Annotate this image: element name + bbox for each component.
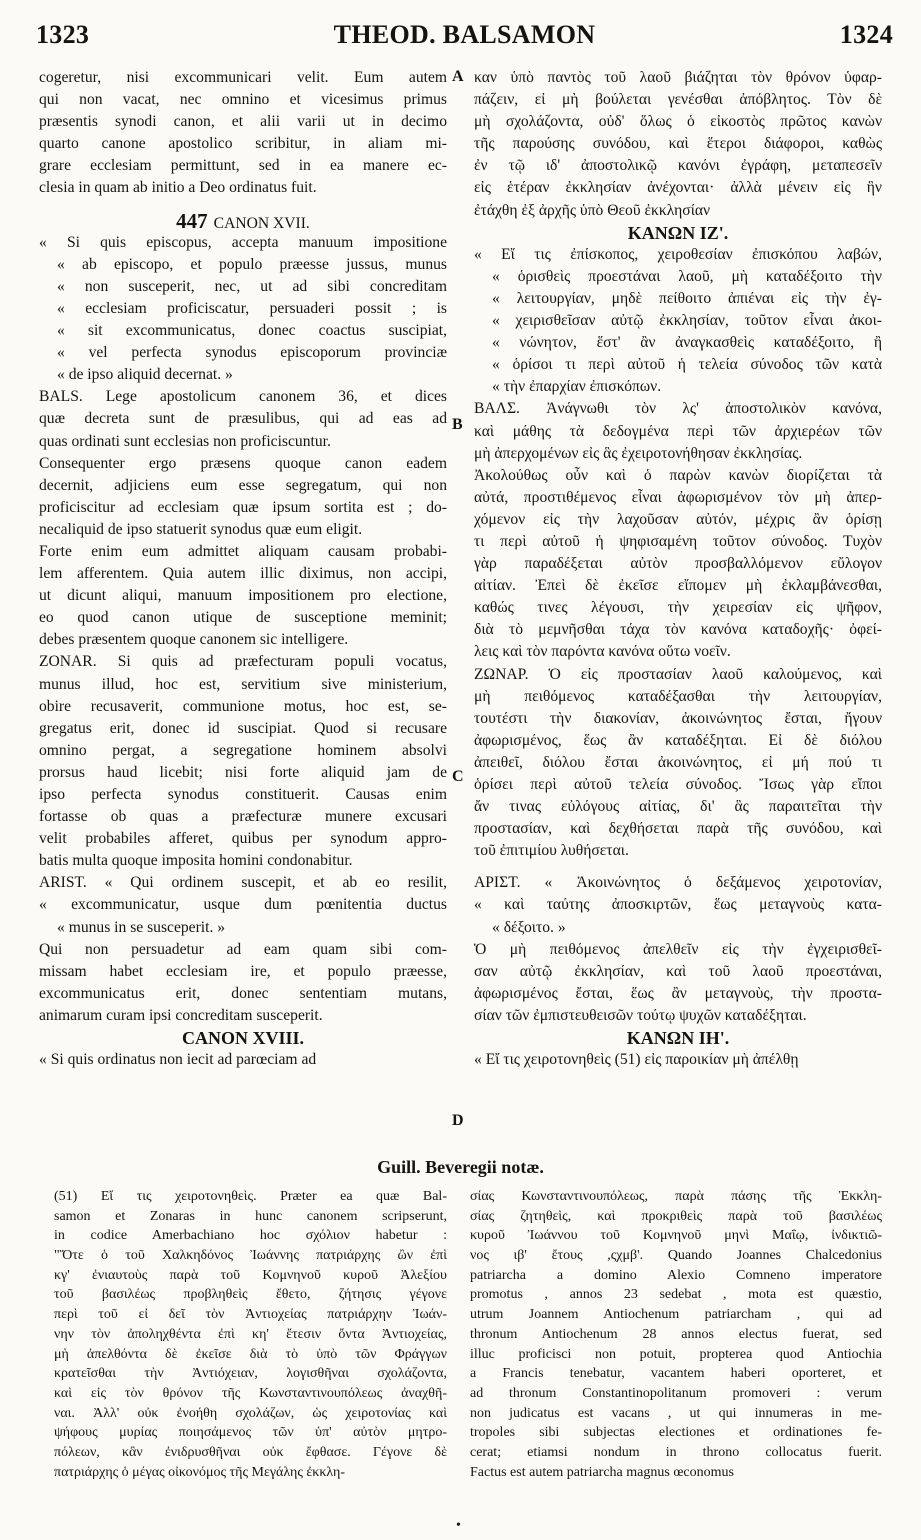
text-line: « τὴν ἐπαρχίαν ἐπισκόπων. <box>492 378 662 396</box>
text-line: χόμενον εἰς τὴν λαχοῦσαν αὐτόν, μέχρις ἂν ὁρίσῃ <box>474 510 882 528</box>
text-line: ἀφωρισμένος ἔσται, ἕως ἂν μεταγνοὺς, τὴν προστα- <box>474 984 882 1002</box>
text-line: decernit, adjiciens eum esse segregatum, qui non <box>39 476 447 494</box>
text-line: σαν αὐτῷ ἐκκλησίαν, καὶ τοῦ λαοῦ προεστάναι, <box>474 962 882 980</box>
notes-left-column <box>54 1187 447 1482</box>
text-line: præsentis synodi canon, et alii varii ut in decimo <box>39 113 447 131</box>
text-line: Forte enim eum admittet aliquam causam probabi- <box>39 542 447 560</box>
text-line: « ab episcopo, et populo præesse jussus, munus <box>57 255 447 273</box>
note-line: illuc proficisci non potuit, propterea quod Antiochia <box>470 1346 882 1362</box>
note-line: tropoles sibi subjectas electiones et ordinationes fe- <box>470 1425 882 1441</box>
text-line: τοῦ ἐπιτιμίου λυθήσεται. <box>474 842 629 860</box>
note-line: σίας Κωνσταντινουπόλεως, παρὰ πάσης τῆς Ἐκκλη- <box>470 1189 882 1204</box>
text-line: Ἀκολούθως οὖν καὶ ὁ παρὼν κανὼν διορίζεται τὰ <box>474 466 882 484</box>
text-line: ARIST. « Qui ordinem suscepit, et ab eo resilit, <box>39 874 447 892</box>
text-line: « Si quis episcopus, accepta manuum impositione <box>39 233 447 251</box>
note-line: σίας ζητηθεὶς, καὶ προκριθεὶς παρὰ τοῦ βασιλέως <box>470 1208 882 1224</box>
text-line: « vel perfecta synodus episcoporum provinciæ <box>57 344 447 362</box>
text-line: Qui non persuadetur ad eam quam sibi com- <box>39 940 447 958</box>
text-line: BALS. Lege apostolicum canonem 36, et dices <box>39 388 447 406</box>
text-line: Consequenter ergo præsens quoque canon eadem <box>39 454 447 472</box>
text-line: αὐτά, προστιθέμενος εἶναι ἀφωρισμένον τὸν μὴ ἀπερ- <box>474 488 882 506</box>
text-line: εἰς ἑτέραν ἐκκλησίαν ἀνέχονται· ἀλλὰ μένειν εἰς ἣν <box>474 179 882 197</box>
text-line: καν ὑπὸ παντὸς τοῦ λαοῦ βιάζηται τὸν θρόνον ὑφαρ- <box>474 69 882 86</box>
text-line: excommunicatus erit, donec sententiam mutans, <box>39 984 447 1002</box>
text-line: « δέξοιτο. » <box>492 918 566 936</box>
note-line: in codice Amerbachiano hoc σχόλιον habetur : <box>54 1228 447 1244</box>
notes-right-column <box>470 1187 882 1482</box>
text-line: « ὁρισθεὶς προεστάναι λαοῦ, μὴ καταδέξοιτο τὴν <box>492 267 882 285</box>
text-line: proficiscitur ad ecclesiam quæ ipsum sortita est ; do- <box>39 498 447 516</box>
latin-column <box>39 67 447 1071</box>
text-line: « Εἴ τις χειροτονηθεὶς (51) εἰς παροικίαν μὴ ἀπέλθῃ <box>474 1051 799 1069</box>
text-line: ἀφωρισμένος, ἕως ἂν καταδέξηται. Εἰ δὲ διόλου <box>474 731 882 749</box>
text-line: προστασίαν, καὶ δεχθήσεται παρὰ τῆς συνόδου, καὶ <box>474 820 882 838</box>
canon-heading <box>39 210 447 232</box>
note-line: non judicatus est vacans , ut qui innumeras in me- <box>470 1405 882 1421</box>
note-line: ναι. Ἀλλ' οὐκ ἐνοήθη σχολάζων, ὡς χειροτονίας καὶ <box>54 1405 447 1421</box>
note-line: a Francis tenebatur, vacantem haberi oporteret, et <box>470 1366 882 1382</box>
text-line: ἐτάχθη ἐξ ἀρχῆς ὑπὸ Θεοῦ ἐκκλησίαν <box>474 201 711 219</box>
text-line: ὁρίσει περὶ αὐτοῦ τελεία σύνοδος. Ἴσως γὰρ εἴποι <box>474 776 882 793</box>
text-line: fortasse ob quas a præfecturæ munere excusari <box>39 808 447 826</box>
canon-heading: CANON XVIII. <box>181 1028 304 1049</box>
text-line: μὴ ἀπερχομένων εἰς ἃς ἐχειροτονήθησαν ἐκκλησίας. <box>474 444 803 462</box>
text-line: « Si quis ordinatus non iecit ad parœciam ad <box>39 1051 317 1069</box>
text-line: τουτέστι τὴν διακονίαν, ἀκοινώνητος ἔσται, ἤγουν <box>474 709 882 727</box>
text-line: « ecclesiam proficiscatur, persuaderi possit ; is <box>57 299 447 317</box>
text-line: « munus in se susceperit. » <box>57 918 226 936</box>
text-line: ut dicunt aliqui, manuum impositionem pro electione, <box>39 587 447 605</box>
note-line: κρατεῖσθαι τὴν Ἀντιόχειαν, λογισθῆναι σχολάζοντα, <box>54 1366 447 1382</box>
footer-mark: • <box>456 1518 461 1533</box>
note-line: (51) Εἴ τις χειροτονηθεὶς. Præter ea quæ Bal- <box>54 1189 447 1204</box>
note-line: νην τὸν ἀποληχθέντα ἐπὶ κη' ἔτεσιν ὄντα Ἀντιοχείας, <box>54 1326 447 1342</box>
text-line: ZONAR. Si quis ad præfecturam populi vocatus, <box>39 653 447 671</box>
note-line: ψήφους μυρίας ποιησάμενος τῶν ὑπ' αὐτὸν μητρο- <box>54 1425 447 1441</box>
note-line: ad thronum Constantinopolitanum promoveri : verum <box>470 1385 882 1401</box>
note-line: καὶ εἰς τὸν θρόνον τῆς Κωνσταντινουπόλεως ἀναχθῆ- <box>54 1385 447 1401</box>
text-line: « Εἴ τις ἐπίσκοπος, χειροθεσίαν ἐπισκόπου λαβών, <box>474 245 882 263</box>
text-line: ἄν τινας εὐλόγους αἰτίας, δι' ἃς παραιτεῖται τὴν <box>474 798 882 816</box>
text-line: quæ decreta sunt de præsulibus, qui ad eas ad <box>39 410 447 428</box>
text-line: αἰτίαν. Ἐπεὶ δὲ ἐκεῖσε εἴπομεν μὴ ἐκλαμβάνεσθαι, <box>474 577 882 595</box>
text-line: ἀπειθεῖ, διόλου ἔσται ἀκοινώνητος, εἰ μή πού τι <box>474 753 882 771</box>
text-line: quarto canone apostolico scribitur, in aliam mi- <box>39 135 447 153</box>
text-line: πάζειν, εἰ μὴ βούλεται γενέσθαι ἀπόβλητος. Τὸν δὲ <box>474 91 882 109</box>
text-line <box>474 862 882 872</box>
text-line: obire recusaverit, communione motus, hoc est, se- <box>39 697 447 715</box>
text-line: omnino pergat, a segregatione hominem absolvi <box>39 741 447 759</box>
text-line: « sit excommunicatus, donec coactus suscipiat, <box>57 322 447 340</box>
note-line: cerat; etiamsi nondum in throno collocatus fuerit. <box>470 1444 882 1460</box>
text-line: τι περὶ αὐτοῦ ἡ ψηφισαμένη τοῦτον σύνοδος. Τυχὸν <box>474 532 882 550</box>
text-line: batis multa quoque imposita homini condonabitur. <box>39 852 353 870</box>
note-line: κγ' ἐνιαυτοὺς παρὰ τοῦ Κομνηνοῦ κυροῦ Ἀλεξίου <box>54 1267 447 1283</box>
canon-heading: ΚΑΝΩΝ ΙΖ'. <box>627 222 729 243</box>
text-line: clesia in quam ab initio a Deo ordinatus fuit. <box>39 179 317 197</box>
text-line: « χειρισθεῖσαν αὐτῷ ἐκκλησίαν, τοῦτον εἶναι ἀκοι- <box>492 312 882 330</box>
note-line: περὶ τοῦ εἰ δεῖ τὸν Ἀντιοχείας πατριάρχην Ἰωάν- <box>54 1307 447 1323</box>
note-line: τοῦ βασιλέως προβληθεὶς ἔθετο, ζήτησις γέγονε <box>54 1287 447 1303</box>
note-line: "Ὅτε ὁ τοῦ Χαλκηδόνος Ἰωάννης πατριάρχης ὢν ἐπὶ <box>54 1248 447 1264</box>
text-line: Ὁ μὴ πειθόμενος ἀπελθεῖν εἰς τὴν ἐγχειρισθεῖ- <box>474 940 882 958</box>
text-line: « de ipso aliquid decernat. » <box>57 366 233 384</box>
text-line: lem afferentem. Quia autem illic diximus, non accipi, <box>39 565 447 583</box>
note-line: samon et Zonaras in hunc canonem scripserunt, <box>54 1208 447 1224</box>
text-line: missam habet ecclesiam ire, et populo præesse, <box>39 962 447 980</box>
text-line: debes præsentem quoque canonem sic intelligere. <box>39 631 349 649</box>
note-line: thronum Antiochenum 28 annos electus fuerat, sed <box>470 1326 882 1342</box>
note-line: patriarcha a domino Alexio Comneno imperatore <box>470 1267 882 1283</box>
note-line: νος ιβ' ἔτους ,ςχμβ'. Quando Joannes Chalcedonius <box>470 1248 882 1264</box>
text-line: « λειτουργίαν, μηδὲ πείθοιτο ἀπιέναι εἰς τὴν ἐγ- <box>492 289 882 307</box>
margin-marker-c: C <box>452 768 464 785</box>
running-title: THEOD. BALSAMON <box>333 20 596 49</box>
text-line: « ὁρίσοι τι περὶ αὐτοῦ ἡ τελεία σύνοδος τῶν κατὰ <box>492 356 882 374</box>
text-line: necaliquid de ipso statuerit synodus quæ eum eligit. <box>39 520 363 538</box>
text-line: μὴ σχολάζοντα, οὐδ' ὅλως ὁ εἰκοστὸς πρῶτος κανὼν <box>474 113 882 131</box>
page-number-left: 1323 <box>36 20 90 49</box>
text-line: ἐν τῷ ιδ' ἀποστολικῷ κανόνι ἐγράφη, μεταπεσεῖν <box>474 157 882 175</box>
margin-marker-b: B <box>452 416 463 433</box>
canon-title: CANON XVII. <box>213 214 310 232</box>
text-line: καὶ μάθης τὰ δεδογμένα περὶ τῶν ἀρχιερέων τῶν <box>474 422 882 440</box>
note-line: promotus , annos 23 sedebat , mota est quæstio, <box>470 1287 882 1303</box>
margin-marker-a: A <box>452 68 464 85</box>
text-line: καθώς τινες λέγουσι, τὴν χειρεσίαν εἰς ψῆφον, <box>474 599 882 617</box>
notes-heading: Guill. Beveregii notæ. <box>377 1157 544 1177</box>
margin-marker-d: D <box>452 1112 464 1129</box>
text-line: ΖΩΝΑΡ. Ὁ εἰς προστασίαν λαοῦ καλούμενος, καὶ <box>474 665 882 683</box>
text-line: animarum curam ipsi concreditam susceperit. <box>39 1006 323 1024</box>
note-line: πατριάρχης ὁ μέγας οἰκονόμος τῆς Μεγάλης ἐκκλη- <box>54 1464 346 1480</box>
text-line: velit probabiles afferet, quibus per synodum appro- <box>39 830 447 848</box>
note-line: πόλεων, κἂν ἐνιδρυσθῆναι οὐκ ἔφθασε. Γέγονε δὲ <box>54 1444 447 1460</box>
text-line: prorsus haud licebit; nisi forte aliquid jam de <box>39 763 447 781</box>
running-header <box>36 20 893 58</box>
greek-column <box>474 67 882 1071</box>
text-line: διὰ τὸ μεμνῆσθαι τάχα τὸν κανόνα καταδοχῆς· ὀφεί- <box>474 621 882 639</box>
text-line: gregatus erit, donec id suscipiat. Quod si recusare <box>39 719 447 737</box>
page-number-right: 1324 <box>839 20 893 49</box>
text-line: qui non vacat, nec omnino et vicesimus primus <box>39 91 447 109</box>
text-line: grare ecclesiam permittunt, sed in ea manere ec- <box>39 157 447 175</box>
text-line: « νώνητον, ἕστ' ἂν ἀναγκασθεὶς καταδέξοιτο, ἢ <box>492 334 882 352</box>
text-line: eo quod canon utique de susceptione meminit; <box>39 609 447 627</box>
column-number: 447 <box>176 208 208 233</box>
note-line: μὴ ἀπελθόντα δὲ ἐκεῖσε διὰ τὸ ὑπὸ τῶν Φράγγων <box>54 1346 447 1362</box>
note-line: Factus est autem patriarcha magnus œconomus <box>470 1464 734 1480</box>
text-line: γὰρ παραδέξεται αὐτὸν προσβαλλόμενον εὔλογον <box>474 555 882 573</box>
text-line: σίαν τῶν ἐμπιστευθεισῶν τούτῳ ψυχῶν καταδέξηται. <box>474 1006 807 1024</box>
text-line <box>39 200 447 210</box>
note-line: κυροῦ Ἰωάννου τοῦ Κομνηνοῦ μηνὶ Μαΐῳ, ἰνδικτιῶ- <box>470 1228 882 1244</box>
text-line: quas ordinati sunt ecclesias non proficiscuntur. <box>39 432 331 450</box>
text-line: ipso perfecta synodus constituerit. Causas enim <box>39 786 447 803</box>
text-line: « excommunicatur, usque dum pœnitentia ductus <box>39 896 447 914</box>
text-line: cogeretur, nisi excommunicari velit. Eum autem <box>39 69 447 86</box>
text-line: « non susceperit, nec, ut ad sibi concreditam <box>57 277 447 295</box>
text-line: ΒΑΛΣ. Ἀνάγνωθι τὸν λς' ἀποστολικὸν κανόνα, <box>474 400 882 418</box>
note-line: utrum Joannem Antiochenum patriarcham , qui ad <box>470 1307 882 1323</box>
text-line: τῆς παρούσης συνόδου, καὶ ἕτεροι διάφοροι, καθὼς <box>474 135 882 153</box>
canon-heading: ΚΑΝΩΝ ΙΗ'. <box>626 1028 730 1049</box>
text-line: λεις καὶ τὸν παρόντα κανόνα οὕτω νοεῖν. <box>474 643 731 661</box>
text-line: μὴ πειθόμενος καταδέξασθαι τὴν λειτουργίαν, <box>474 687 882 705</box>
text-line: « καὶ ταύτης ἀποσκιρτῶν, ἕως μεταγνοὺς κατα- <box>474 896 882 914</box>
text-line: ΑΡΙΣΤ. « Ἀκοινώνητος ὁ δεξάμενος χειροτονίαν, <box>474 874 882 892</box>
text-line: munus illud, hoc est, servitium sive ministerium, <box>39 675 447 693</box>
